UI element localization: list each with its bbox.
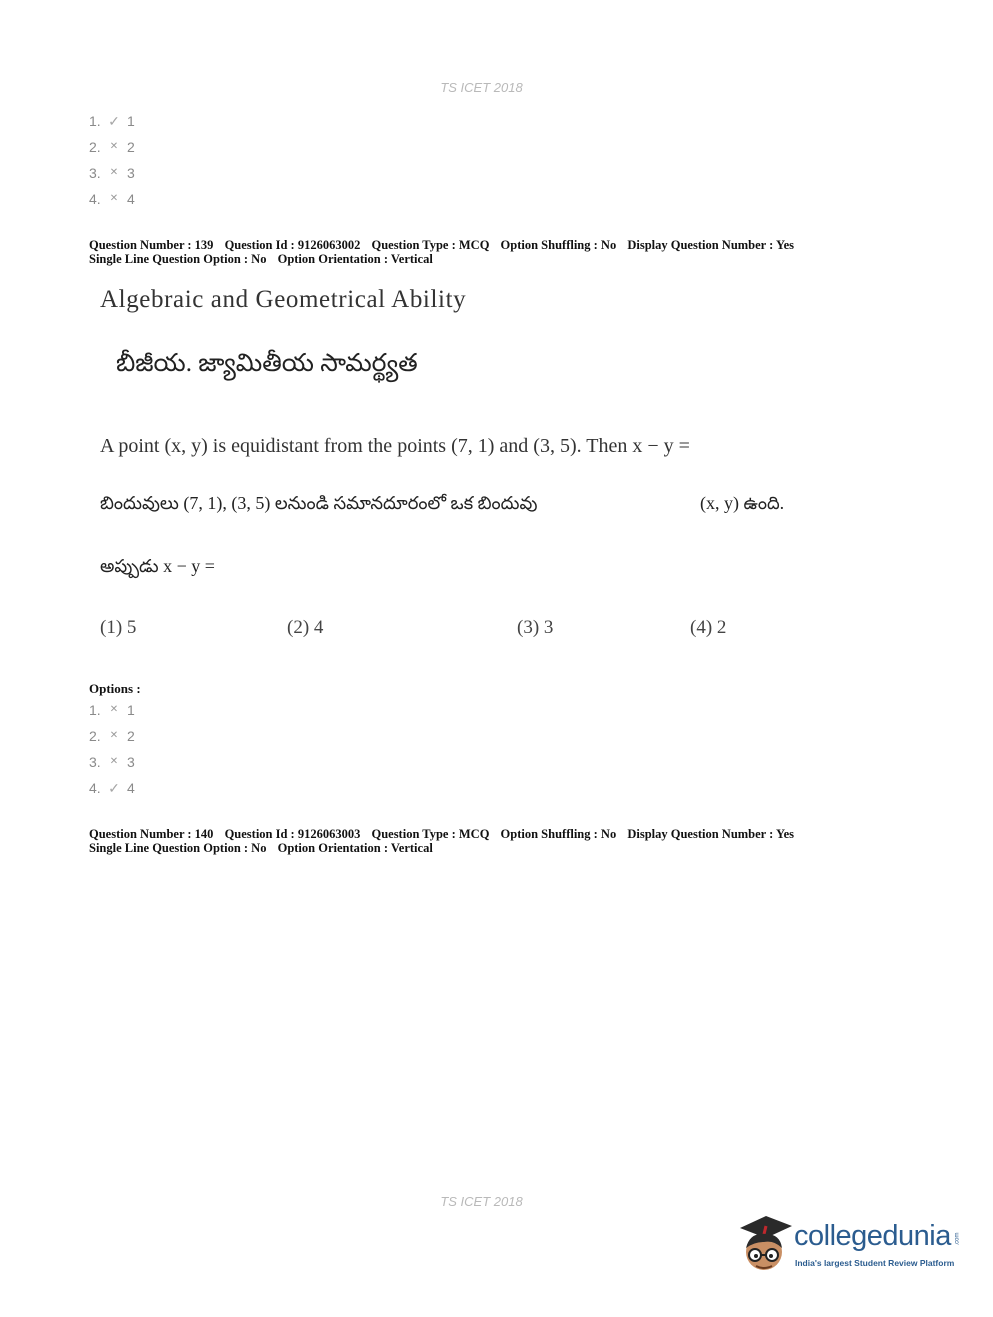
options-label: Options : xyxy=(89,681,141,696)
options-list xyxy=(89,697,135,801)
option-row: 4. ✕ 4 xyxy=(89,186,135,212)
prev-options-list xyxy=(89,108,135,212)
answer-choice: (1) 5 xyxy=(100,617,137,638)
cross-icon: ✕ xyxy=(109,167,119,178)
answer-choice: (2) 4 xyxy=(287,617,324,638)
answer-choice: (4) 2 xyxy=(690,617,727,638)
option-row: 4. ✓ 4 xyxy=(89,775,135,801)
question-text-telugu-line2: అప్పుడు x − y = xyxy=(100,556,215,576)
option-row: 1. ✓ 1 xyxy=(89,108,135,134)
section-title-telugu: బీజీయ. జ్యామితీయ సామర్థ్యత xyxy=(116,350,418,377)
mascot-icon xyxy=(736,1212,792,1280)
collegedunia-logo xyxy=(736,1212,966,1282)
header-watermark: TS ICET 2018 xyxy=(440,80,523,95)
option-row: 3. ✕ 3 xyxy=(89,749,135,775)
cross-icon: ✕ xyxy=(109,704,119,715)
option-row: 3. ✕ 3 xyxy=(89,160,135,186)
question-meta: Question Number : 140 Question Id : 9126063003 Question Type : MCQ Option Shuffling : No Display Question Number : Yes Single Line Question Option : No Option Orientation : Vertical xyxy=(89,827,795,855)
option-row: 2. ✕ 2 xyxy=(89,723,135,749)
question-text-telugu-line1: బిందువులు (7, 1), (3, 5) లనుండి సమానదూరంలో ఒక బిందువు (x, y) ఉంది. xyxy=(100,493,785,513)
footer-watermark: TS ICET 2018 xyxy=(440,1194,523,1209)
logo-suffix: .com xyxy=(954,1232,961,1246)
tick-icon: ✓ xyxy=(108,113,120,129)
option-row: 1. ✕ 1 xyxy=(89,697,135,723)
section-title: Algebraic and Geometrical Ability xyxy=(100,286,467,313)
option-row: 2. ✕ 2 xyxy=(89,134,135,160)
tick-icon: ✓ xyxy=(108,780,120,796)
question-text-english: A point (x, y) is equidistant from the points (7, 1) and (3, 5). Then x − y = xyxy=(100,435,690,457)
answer-choice: (3) 3 xyxy=(517,617,554,638)
cross-icon: ✕ xyxy=(109,730,119,741)
cross-icon: ✕ xyxy=(109,193,119,204)
cross-icon: ✕ xyxy=(109,756,119,767)
cross-icon: ✕ xyxy=(109,141,119,152)
question-meta: Question Number : 139 Question Id : 9126063002 Question Type : MCQ Option Shuffling : No Display Question Number : Yes Single Line Question Option : No Option Orientation : Vertical xyxy=(89,238,795,266)
logo-wordmark: collegedunia xyxy=(794,1220,951,1252)
logo-tagline: India's largest Student Review Platform xyxy=(795,1258,955,1268)
